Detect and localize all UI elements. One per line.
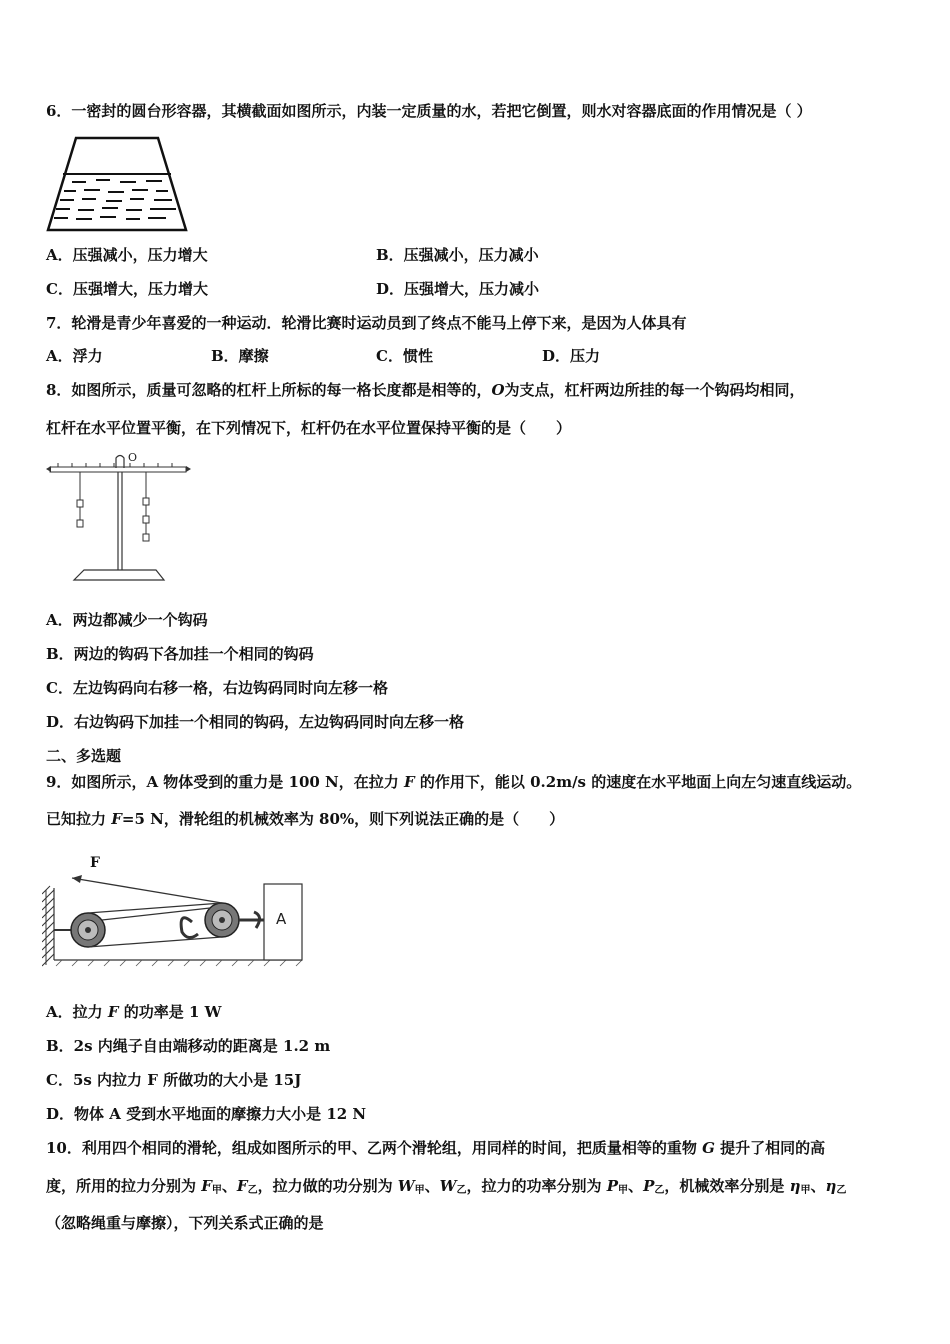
q6-option-c[interactable]: C．压强增大，压力增大 [46,280,208,298]
q8-option-d[interactable]: D．右边钩码下加挂一个相同的钩码，左边钩码同时向左移一格 [46,713,465,731]
q7-option-d[interactable]: D．压力 [542,347,601,365]
q10-stem-line3: （忽略绳重与摩擦），下列关系式正确的是 [46,1214,324,1232]
q9-stem-line2: 已知拉力 F=5 N，滑轮组的机械效率为 80%，则下列说法正确的是（ ） [46,810,565,828]
q9-pulley-figure [42,850,306,970]
q6-option-a[interactable]: A．压强减小，压力增大 [46,246,208,264]
q7-stem: 7．轮滑是青少年喜爱的一种运动．轮滑比赛时运动员到了终点不能马上停下来，是因为人体具有 [46,314,687,332]
q10-stem-line1: 10．利用四个相同的滑轮，组成如图所示的甲、乙两个滑轮组，用同样的时间，把质量相等的重物 G 提升了相同的高 [46,1139,826,1157]
q6-frustum-figure [46,134,188,234]
q9-option-b[interactable]: B．2s 内绳子自由端移动的距离是 1.2 m [46,1037,331,1055]
q9-block-label: A [276,910,287,928]
q9-option-a[interactable]: A．拉力 F 的功率是 1 W [46,1003,222,1021]
q7-option-a[interactable]: A．浮力 [46,347,103,365]
q9-force-label: F [90,855,100,871]
q9-option-d[interactable]: D．物体 A 受到水平地面的摩擦力大小是 12 N [46,1105,367,1123]
q9-option-c[interactable]: C．5s 内拉力 F 所做功的大小是 15J [46,1071,302,1089]
q8-stem-line2: 杠杆在水平位置平衡，在下列情况下，杠杆仍在水平位置保持平衡的是（ ） [46,419,572,437]
q8-stem-line1: 8．如图所示，质量可忽略的杠杆上所标的每一格长度都是相等的，O为支点，杠杆两边所挂的每一个钩码均相同， [46,381,805,399]
q8-pivot-label: O [128,451,138,464]
q8-option-c[interactable]: C．左边钩码向右移一格，右边钩码同时向左移一格 [46,679,388,697]
q8-option-b[interactable]: B．两边的钩码下各加挂一个相同的钩码 [46,645,314,663]
q9-stem-line1: 9．如图所示，A 物体受到的重力是 100 N，在拉力 F 的作用下，能以 0.2m/s 的速度在水平地面上向左匀速直线运动。 [46,773,862,791]
q8-option-a[interactable]: A．两边都减少一个钩码 [46,611,208,629]
q10-stem-line2: 度，所用的拉力分别为 $F_甲$、$F_乙$，拉力做的功分别为 $W_甲$、$W_乙$，拉力的功率分别为 $P_甲$、$P_乙$，机械效率分别是 $\eta_甲$、$\eta_乙$ [46,1177,847,1196]
q6-stem: 6．一密封的圆台形容器，其横截面如图所示，内装一定质量的水，若把它倒置，则水对容器底面的作用情况是（ ） [46,102,812,120]
q6-option-d[interactable]: D．压强增大，压力减小 [376,280,540,298]
q6-option-b[interactable]: B．压强减小，压力减小 [376,246,539,264]
section-title-multiple-choice: 二、多选题 [46,747,122,765]
q7-option-c[interactable]: C．惯性 [376,347,433,365]
q8-lever-figure [44,450,194,586]
q7-option-b[interactable]: B．摩擦 [211,347,269,365]
